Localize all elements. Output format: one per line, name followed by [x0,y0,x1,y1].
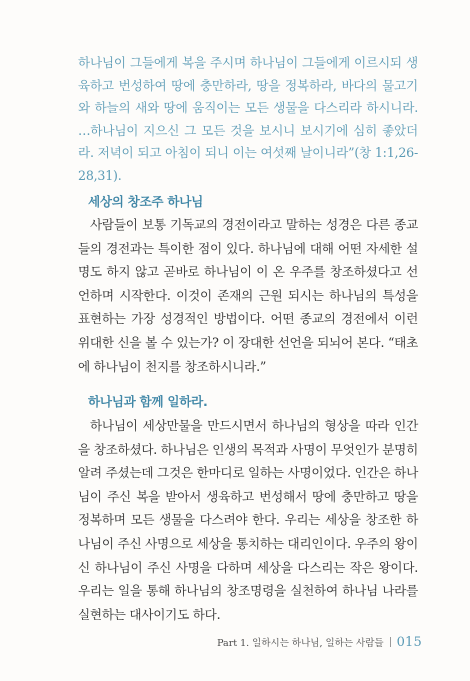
section-heading-creator: 세상의 창조주 하나님 [88,194,203,209]
page-number: 015 [396,635,422,650]
scripture-quote: 하나님이 그들에게 복을 주시며 하나님이 그들에게 이르시되 생육하고 번성하여 땅에 충만하라, 땅을 정복하라, 바다의 물고기와 하늘의 새와 땅에 움직이는 모든 생물을 다스리라 하시니라. …하나님이 지으신 그 모든 것을 보시니 보시기에 심히 좋았더라. 저녁이 되고 아침이 되니 이는 여섯째 날이니라”(창 1:1,26-28,31). [78,55,418,183]
section-paragraph-work: 하나님이 세상만물을 만드시면서 하나님의 형상을 따라 인간을 창조하셨다. 하나님은 인생의 목적과 사명이 무엇인가 분명히 알려 주셨는데 그것은 한마디로 일하는 사명이었다. 인간은 하나님이 주신 복을 받아서 생육하고 번성해서 땅에 충만하고 땅을 정복하며 모든 생물을 다스려야 한다. 우리는 세상을 창조한 하나님이 주신 사명으로 세상을 통치하는 대리인이다. 우주의 왕이신 하나님이 주신 사명을 다하며 세상을 다스리는 작은 왕이다. 우리는 일을 통해 하나님의 창조명령을 실천하여 하나님 나라를 실현하는 대사이기도 하다. [78,418,418,622]
page-footer [217,635,422,650]
section-paragraph-creator: 사람들이 보통 기독교의 경전이라고 말하는 성경은 다른 종교들의 경전과는 특이한 점이 있다. 하나님에 대해 어떤 자세한 설명도 하지 않고 곧바로 하나님이 이 온 우주를 창조하셨다고 선언하며 시작한다. 이것이 존재의 근원 되시는 하나님의 특성을 표현하는 가장 성경적인 방법이다. 어떤 종교의 경전에서 이런 위대한 신을 볼 수 있는가? 이 장대한 선언을 되뇌어 본다. “태초에 하나님이 천지를 창조하시니라.” [78,217,418,374]
running-footer-part-title: Part 1. 일하시는 하나님, 일하는 사람들 [217,638,384,649]
footer-divider [390,637,391,647]
section-heading-work: 하나님과 함께 일하라. [88,394,208,409]
